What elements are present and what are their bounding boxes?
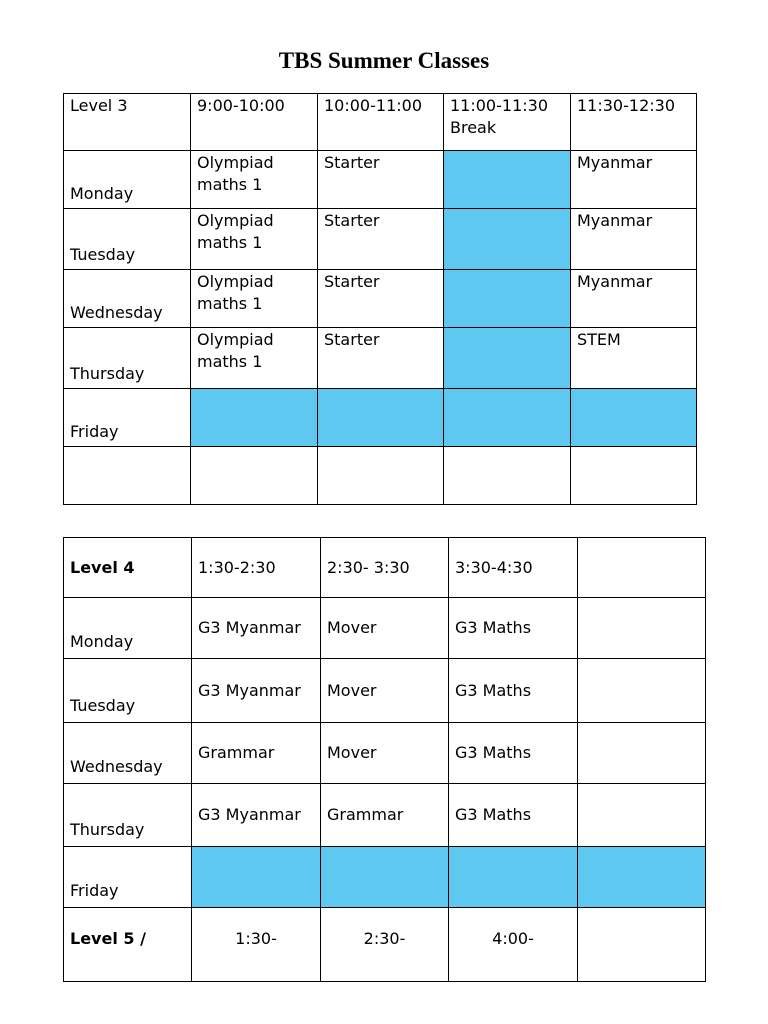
class-cell: STEM: [571, 328, 697, 389]
class-cell: Myanmar: [571, 209, 697, 270]
time-slot-header: 2:30-: [321, 908, 449, 982]
day-label: Thursday: [64, 784, 192, 847]
empty-cell: [578, 659, 706, 723]
level-label: Level 3: [64, 94, 191, 151]
empty-cell: [444, 447, 571, 505]
class-cell: Olympiad maths 1: [191, 270, 318, 328]
break-cell: [444, 270, 571, 328]
holiday-cell: [192, 847, 321, 908]
table-header-row: [64, 94, 697, 151]
time-slot-header: 2:30- 3:30: [321, 538, 449, 598]
empty-cell: [578, 908, 706, 982]
table-row-empty: [64, 447, 697, 505]
time-slot-header: 1:30-: [192, 908, 321, 982]
empty-cell: [578, 784, 706, 847]
class-cell: Myanmar: [571, 270, 697, 328]
class-cell: Starter: [318, 328, 444, 389]
table-row: [64, 598, 706, 659]
class-cell: Starter: [318, 151, 444, 209]
day-label: Friday: [64, 847, 192, 908]
empty-cell: [571, 447, 697, 505]
time-slot-header: 1:30-2:30: [192, 538, 321, 598]
day-label: Thursday: [64, 328, 191, 389]
class-cell: G3 Maths: [449, 723, 578, 784]
empty-cell: [64, 447, 191, 505]
class-cell: G3 Myanmar: [192, 784, 321, 847]
time-slot-header: 9:00-10:00: [191, 94, 318, 151]
class-cell: G3 Myanmar: [192, 659, 321, 723]
table-row: [64, 723, 706, 784]
class-cell: G3 Maths: [449, 784, 578, 847]
holiday-cell: [321, 847, 449, 908]
class-cell: G3 Myanmar: [192, 598, 321, 659]
holiday-cell: [571, 389, 697, 447]
class-cell: Olympiad maths 1: [191, 328, 318, 389]
class-cell: Olympiad maths 1: [191, 151, 318, 209]
table-row: [64, 270, 697, 328]
level-label: Level 5 /: [64, 908, 192, 982]
holiday-cell: [318, 389, 444, 447]
empty-cell: [191, 447, 318, 505]
time-slot-header: 10:00-11:00: [318, 94, 444, 151]
empty-cell: [318, 447, 444, 505]
class-cell: Olympiad maths 1: [191, 209, 318, 270]
day-label: Wednesday: [64, 723, 192, 784]
class-cell: Mover: [321, 598, 449, 659]
empty-cell: [578, 723, 706, 784]
day-label: Wednesday: [64, 270, 191, 328]
day-label: Friday: [64, 389, 191, 447]
day-label: Tuesday: [64, 209, 191, 270]
class-cell: Mover: [321, 723, 449, 784]
class-cell: Grammar: [192, 723, 321, 784]
level5-header-row: [64, 908, 706, 982]
class-cell: G3 Maths: [449, 659, 578, 723]
table-row: [64, 209, 697, 270]
break-cell: [444, 151, 571, 209]
class-cell: G3 Maths: [449, 598, 578, 659]
holiday-cell: [191, 389, 318, 447]
level4-schedule-table: [63, 537, 706, 982]
day-label: Monday: [64, 151, 191, 209]
level3-schedule-table: [63, 93, 697, 505]
class-cell: Grammar: [321, 784, 449, 847]
holiday-cell: [449, 847, 578, 908]
document-title: TBS Summer Classes: [278, 48, 490, 73]
time-slot-header: 4:00-: [449, 908, 578, 982]
table-header-row: [64, 538, 706, 598]
break-cell: [444, 209, 571, 270]
day-label: Monday: [64, 598, 192, 659]
class-cell: Myanmar: [571, 151, 697, 209]
table-row: [64, 151, 697, 209]
break-cell: [444, 328, 571, 389]
class-cell: Starter: [318, 270, 444, 328]
break-slot-header: 11:00-11:30 Break: [444, 94, 571, 151]
holiday-cell: [578, 847, 706, 908]
table-row: [64, 328, 697, 389]
class-cell: Mover: [321, 659, 449, 723]
table-row: [64, 784, 706, 847]
holiday-cell: [444, 389, 571, 447]
table-row: [64, 659, 706, 723]
time-slot-header: 3:30-4:30: [449, 538, 578, 598]
empty-cell: [578, 538, 706, 598]
empty-cell: [578, 598, 706, 659]
table-row: [64, 847, 706, 908]
table-row: [64, 389, 697, 447]
day-label: Tuesday: [64, 659, 192, 723]
class-cell: Starter: [318, 209, 444, 270]
level-label: Level 4: [64, 538, 192, 598]
time-slot-header: 11:30-12:30: [571, 94, 697, 151]
